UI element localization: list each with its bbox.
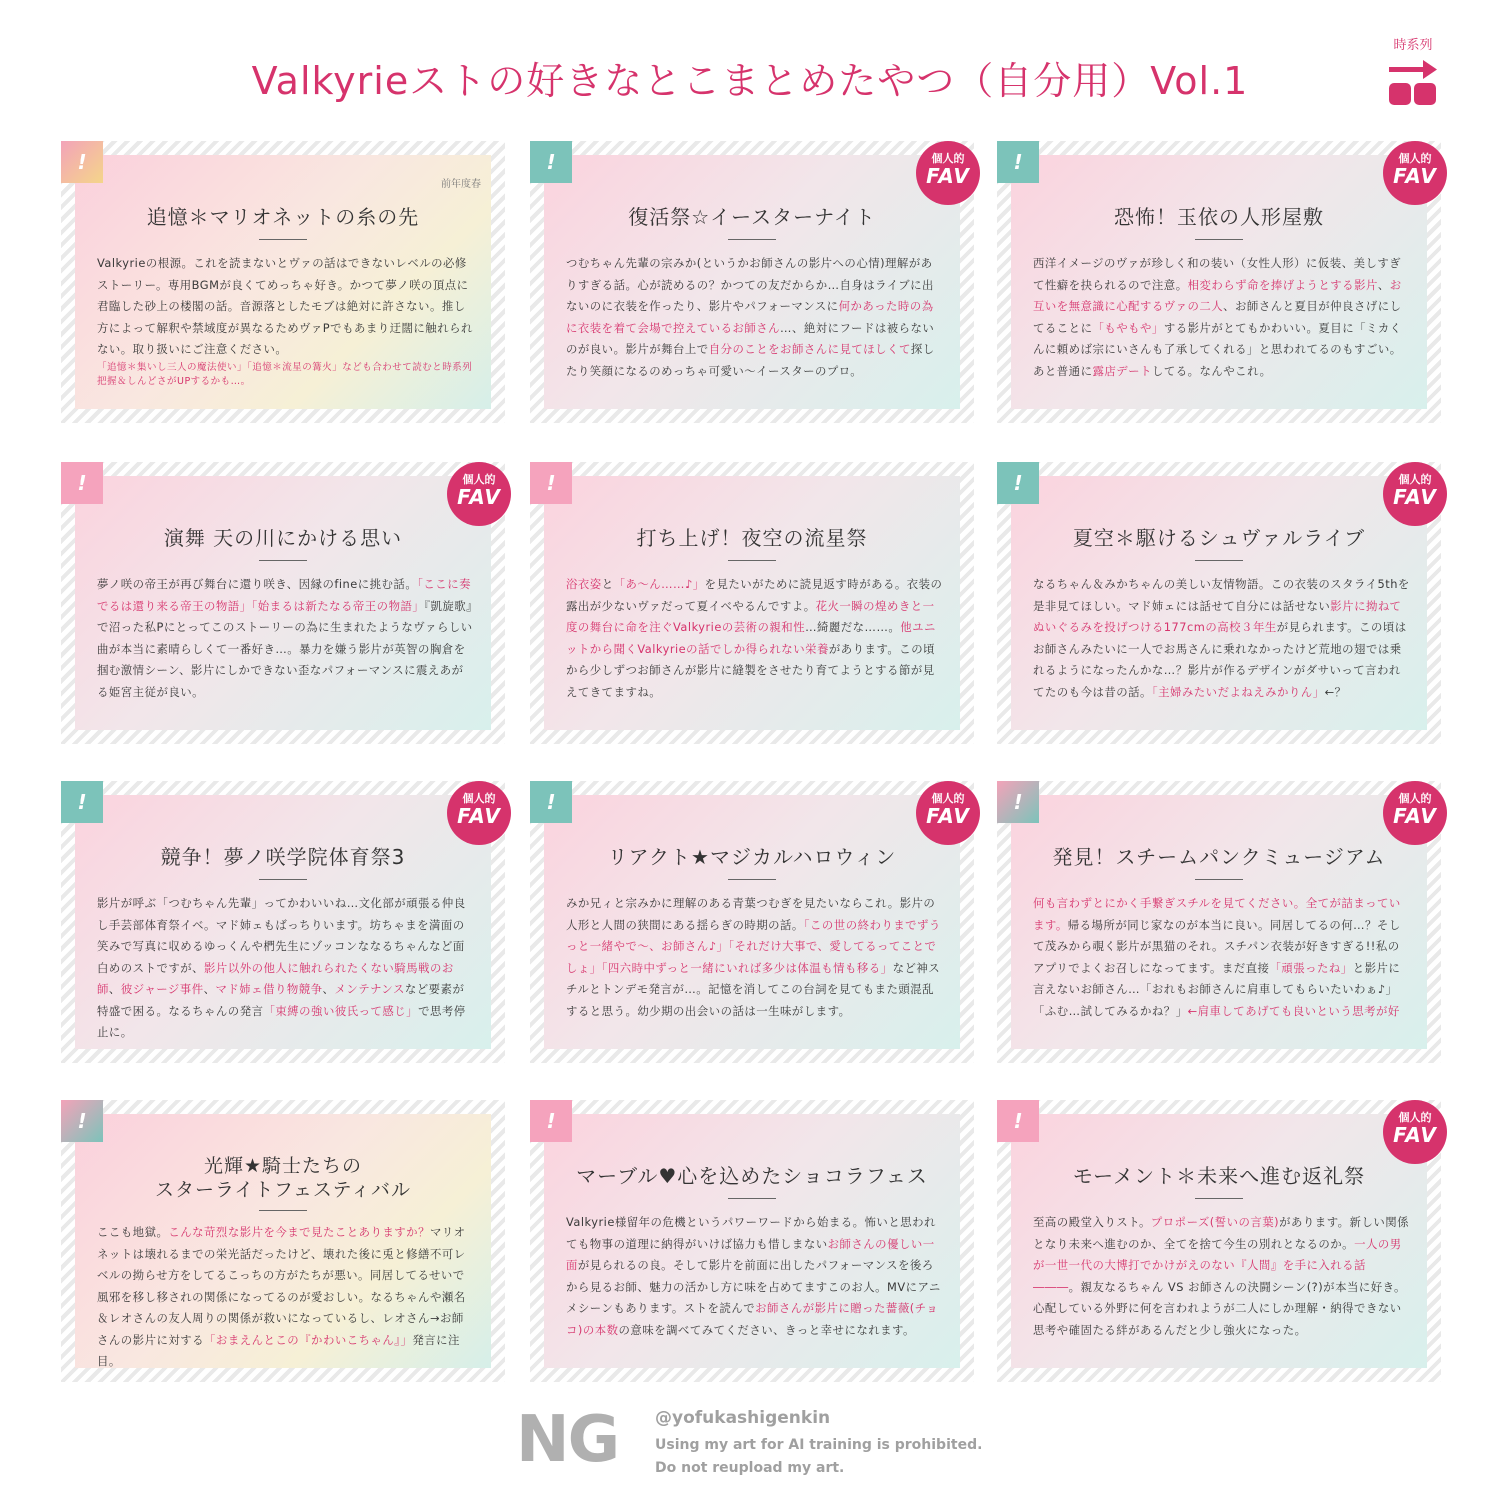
card-panel — [544, 155, 960, 409]
card-text — [97, 893, 475, 1044]
body-text: 西洋イメージのヴァが珍しく和の装い（女性人形）に仮装、美しすぎて性癖を抉られるので注意。 — [1033, 256, 1402, 292]
exclamation-icon: ! — [530, 462, 572, 504]
card-title — [1011, 526, 1427, 550]
body-text: 、 — [108, 982, 121, 996]
body-text: 至高の殿堂入りスト。 — [1033, 1215, 1151, 1229]
card-title-line: モーメント＊未来へ進む返礼祭 — [1072, 1164, 1366, 1188]
body-text: 帰る場所が同じ家なのが本当に良い。同居してるの何…？そして茂みから覗く影片が黒猫のそれ。スチパン衣装が好きすぎる!!私のアプリでよくお召しになってます。まだ直接 — [1033, 917, 1401, 975]
story-card — [530, 141, 974, 423]
body-text: など要素が特盛で困る。なるちゃんの発言 — [97, 982, 465, 1018]
card-body — [1033, 253, 1411, 382]
card-title-line: 発見！スチームパンクミュージアム — [1052, 845, 1386, 869]
card-text — [566, 253, 944, 382]
highlight-text: 影片に拗ねてぬいぐるみを投げつける177cmの高校３年生 — [1033, 598, 1402, 634]
card-title — [544, 205, 960, 229]
card-title — [75, 1154, 491, 1202]
title-divider — [728, 1198, 776, 1199]
body-text: を見たいがために読見返す時がある。衣装の露出が少ないヴァだって夏イベやるんですよ。 — [566, 577, 943, 613]
highlight-text: メンテナンス — [334, 982, 405, 996]
highlight-text: 「束縛の強い彼氏って感じ」 — [263, 1003, 419, 1018]
card-title-line: マーブル♥心を込めたショコラフェス — [576, 1164, 928, 1188]
highlight-text: 彼ジャージ事件 — [120, 982, 204, 996]
card-body — [566, 1212, 944, 1341]
highlight-text: 「もやもや」 — [1092, 320, 1164, 335]
card-panel — [1011, 155, 1427, 409]
card-title — [544, 1164, 960, 1188]
exclamation-icon: ! — [61, 462, 103, 504]
fav-badge — [916, 141, 980, 205]
exclamation-icon: ! — [997, 1100, 1039, 1142]
body-text: マリオネットは壊れるまでの栄光話だったけど、壊れた後に兎と修繕不可レベルの拗らせ方をしてるこっちの方がたちが悪い。同居してるせいで風邪を移し移されの関係になってるのが愛おしい。なるちゃんや瀬名＆レオさんの友人周りの関係が救いになっているし、レオさん→お師さんの影片に対する — [97, 1225, 466, 1347]
body-text: みか兄ィと宗みかに理解のある青葉つむぎを見たいならこれ。影片の人形と人間の狭間にある揺らぎの時期の話。 — [566, 896, 936, 932]
highlight-text: 「あ〜ん……♪」 — [613, 577, 705, 591]
title-divider — [1195, 239, 1243, 240]
title-divider — [259, 879, 307, 880]
card-text — [566, 893, 944, 1022]
highlight-text: お師さんが影片に贈った薔薇(チョコ)の本数 — [566, 1301, 939, 1337]
card-note: 「追憶＊集いし三人の魔法使い」「追憶＊流星の篝火」なども合わせて読むと時系列把握＆しんどさがUPするかも…。 — [97, 361, 473, 387]
card-body — [97, 574, 475, 703]
highlight-text: お師さんの優しい一面 — [566, 1236, 935, 1272]
body-text: と — [601, 577, 614, 591]
card-panel — [75, 795, 491, 1049]
fav-badge-sub: 個人的 — [1398, 152, 1432, 165]
card-title — [75, 845, 491, 869]
card-title-line: 恐怖！玉依の人形屋敷 — [1114, 205, 1324, 229]
reupload-notice: Do not reupload my art. — [655, 1460, 845, 1476]
card-text — [566, 574, 944, 703]
story-card — [61, 781, 505, 1063]
card-panel — [75, 476, 491, 730]
highlight-text: マド姉ェ借り物競争 — [215, 982, 323, 996]
highlight-text: 一人の男が一世一代の大博打でかけがえのない『人間』を手に入れる話――― — [1033, 1236, 1402, 1294]
fav-badge-main: FAV — [1393, 1123, 1437, 1147]
highlight-text: 「ここに奏でるは還り来る帝王の物語」「始まるは新たなる帝王の物語」 — [97, 577, 471, 613]
fav-badge — [1383, 1100, 1447, 1164]
body-text: つむちゃん先輩の宗みか(というかお師さんの影片への心情)理解がありすぎる話。心が読めるの？かつての友だからか…自身はライブに出ないのに衣装を作ったり、影片やパフォーマンスに — [566, 256, 934, 313]
title-divider — [1195, 879, 1243, 880]
fav-badge — [1383, 781, 1447, 845]
fav-badge-sub: 個人的 — [1398, 792, 1432, 805]
highlight-text: ←肩車してあげても良いという思考が好 — [1187, 1003, 1400, 1018]
exclamation-icon: ! — [997, 462, 1039, 504]
body-text: 、 — [203, 982, 216, 996]
body-text: Valkyrieの根源。これを読まないとヴァの話はできないレベルの必修ストーリー。専用BGMが良くてめっちゃ好き。かつて夢ノ咲の頂点に君臨した砂上の楼閣の話。音源落としたモブは絶対に許さない。推し方によって解釈や禁域度が異なるためヴァPでもあまり迂闊に触れられない。取り扱いにご注意ください。 — [97, 256, 473, 356]
highlight-text: 何も言わずとにかく手繋ぎスチルを見てください。全てが詰まっています。 — [1033, 896, 1401, 932]
title-divider — [259, 239, 307, 240]
fav-badge-main: FAV — [1393, 485, 1437, 509]
highlight-text: 「おまえんとこの『かわいこちゃん』」 — [204, 1332, 413, 1347]
story-card — [997, 1100, 1441, 1382]
fav-badge-main: FAV — [457, 485, 501, 509]
card-title-line: 光輝★騎士たちの — [203, 1155, 363, 1177]
title-divider — [728, 560, 776, 561]
body-text: 影片が呼ぶ「つむちゃん先輩」ってかわいいね…文化部が頑張る仲良し手芸部体育祭イベ。マド姉ェもばっちりいます。坊ちゃまを満面の笑みで写真に収めるゆっくんや椚先生にゾッコンななるちゃんなど面白めのストですが、 — [97, 896, 466, 975]
highlight-text: 「この世の終わりまでずうっと一緒やで〜、お師さん♪」「それだけ大事で、愛してるってことでしょ」「四六時中ずっと一緒にいれば多少は体温も情も移る」 — [566, 917, 941, 975]
card-body — [1033, 893, 1411, 1022]
fav-badge-sub: 個人的 — [1398, 1111, 1432, 1124]
exclamation-icon: ! — [61, 1100, 103, 1142]
card-text — [1033, 574, 1411, 703]
card-panel — [544, 1114, 960, 1368]
card-text — [1033, 253, 1411, 382]
body-text: で思考停止に。 — [97, 1003, 466, 1039]
highlight-text: 露店デート — [1092, 363, 1152, 378]
title-divider — [728, 879, 776, 880]
highlight-text: 自分のことをお師さんに見てほしくて — [708, 342, 911, 356]
card-panel — [75, 155, 491, 409]
highlight-text: 「主婦みたいだよねえみかりん」 — [1151, 684, 1325, 699]
title-divider — [1195, 1198, 1243, 1199]
body-text: …、絶対にフードは被らないのが良い。影片が舞台上で — [566, 320, 935, 356]
body-text: してる。なんやこれ。 — [1151, 363, 1272, 378]
fav-badge-main: FAV — [1393, 164, 1437, 188]
body-text: など神スチルとトンデモ発言が…。記憶を消してこの台詞を見てもまた頭混乱すると思う。幼少期の出会いの話は一生味がします。 — [566, 960, 941, 1018]
body-text: 、お師さんと夏目が仲良さげにしてることに — [1033, 299, 1402, 335]
exclamation-icon: ! — [61, 141, 103, 183]
body-text: の意味を調べてみてください、きっと幸せになれます。 — [618, 1322, 915, 1337]
body-text: 、 — [322, 982, 335, 996]
body-text: が見られるの良。そして影片を前面に出したパフォーマンスを後ろから見るお師、魅力の活かし方に味を占めてますこのお人。MVにアニメシーンもあります。ストを読んで — [566, 1258, 941, 1315]
card-title — [544, 526, 960, 550]
highlight-text: 影片以外の他人に触れられたくない騎馬戦のお師 — [97, 960, 454, 996]
card-title — [75, 205, 491, 229]
body-text: があります。新しい関係となり未来へ進むのか、全てを捨て今生の別れとなるのか。 — [1033, 1215, 1410, 1251]
body-text: があります。この頃から少しずつお師さんが影片に縫製をさせたり育てようとする節が見えてきてますね。 — [566, 641, 935, 699]
card-panel — [544, 795, 960, 1049]
body-text: 『凱旋歌』で沼った私Pにとってこのストーリーの為に生まれたようなヴァらしい曲が本当に素晴らしくて一番好き…。暴力を嫌う影片が英智の胸倉を掴む激情シーン、影片にしかできない歪なパフォーマンスに震えあがる姫宮主従が良い。 — [97, 598, 473, 699]
card-body — [1033, 1212, 1411, 1341]
card-title — [75, 526, 491, 550]
card-title-line: 競争！夢ノ咲学院体育祭3 — [160, 845, 406, 869]
card-body — [566, 253, 944, 382]
ai-training-notice: Using my art for AI training is prohibited. — [655, 1437, 983, 1453]
fav-badge — [1383, 141, 1447, 205]
body-text: …綺麗だな……。 — [805, 620, 901, 634]
body-text: 。親友なるちゃん VS お師さんの決闘シーン(?)が本当に好き。心配している外野に何を言われようが二人にしか理解・納得できない思考や確固たる絆があるんだと少し強火になった。 — [1033, 1279, 1406, 1337]
card-title — [1011, 845, 1427, 869]
exclamation-icon: ! — [530, 781, 572, 823]
card-body — [1033, 574, 1411, 703]
card-text — [97, 1222, 475, 1373]
fav-badge — [916, 781, 980, 845]
story-card — [61, 141, 505, 423]
card-body — [97, 893, 475, 1044]
highlight-text: 何かあった時の為に衣装を着て会場で控えているお師さん — [566, 299, 934, 335]
title-divider — [259, 560, 307, 561]
highlight-text: 「頑張ったね」 — [1269, 960, 1353, 975]
card-body — [97, 1222, 475, 1373]
card-title-line: 演舞 天の川にかける思い — [163, 526, 403, 550]
fav-badge — [447, 462, 511, 526]
card-text — [97, 574, 475, 703]
story-card — [997, 781, 1441, 1063]
story-card — [61, 462, 505, 744]
card-text — [97, 253, 475, 361]
author-handle: @yofukashigenkin — [655, 1408, 831, 1428]
body-text: 、 — [1377, 277, 1390, 292]
story-card — [61, 1100, 505, 1382]
card-body — [566, 574, 944, 703]
story-card — [997, 462, 1441, 744]
card-panel — [1011, 795, 1427, 1049]
card-body — [97, 253, 475, 389]
card-title — [1011, 1164, 1427, 1188]
body-text: なるちゃん＆みかちゃんの美しい友情物語。この衣装のスタライ5thを是非見てほしい。マド姉ェには話せて自分には話せない — [1033, 577, 1410, 613]
exclamation-icon: ! — [997, 781, 1039, 823]
timeline-arrow-icon — [1387, 57, 1439, 109]
highlight-text: 花火一瞬の煌めきと一度の舞台に命を注ぐValkyrieの芸術の親和性 — [566, 598, 935, 634]
body-text: と影片に言えないお師さん…「おれもお師さんに肩車してもらいたいわぁ♪」「ふむ…試してみるかね？」 — [1033, 960, 1401, 1018]
fav-badge-sub: 個人的 — [1398, 473, 1432, 486]
card-panel — [1011, 476, 1427, 730]
card-panel — [544, 476, 960, 730]
exclamation-icon: ! — [530, 141, 572, 183]
body-text: が見られます。この頃はお師さんみたいに一人でお馬さんに乗れなかったけど荒地の翅では乗れるようになったんかな…？影片が作るデザインがダサいって言われてたのも今は昔の話。 — [1033, 620, 1407, 699]
card-title-line: リアクト★マジカルハロウィン — [607, 845, 897, 869]
highlight-text: お互いを無意識に心配するヴァの二人 — [1033, 277, 1402, 313]
highlight-text: プロポーズ(誓いの言葉) — [1150, 1215, 1280, 1229]
title-divider — [728, 239, 776, 240]
exclamation-icon: ! — [530, 1100, 572, 1142]
body-text: する影片がとてもかわいい。夏目に「ミカくんに頼めば宗にいさんも了承してくれる」と思われてるのもすごい。あと普通に — [1033, 320, 1402, 378]
ng-mark: NG — [516, 1403, 619, 1477]
body-text: Valkyrie様留年の危機というパワーワードから始まる。怖いと思われても物事の道理に納得がいけば協力も惜しまない — [566, 1215, 936, 1251]
body-text: 探したり笑顔になるのめっちゃ可愛い〜イースターのプロ。 — [566, 342, 935, 378]
story-card — [530, 1100, 974, 1382]
body-text: ←？ — [1324, 684, 1347, 699]
timeline-label: 時系列 — [1393, 38, 1433, 53]
body-text: 夢ノ咲の帝王が再び舞台に還り咲き、因縁のfineに挑む話。 — [97, 577, 418, 591]
card-title-line: 打ち上げ！夜空の流星祭 — [636, 526, 868, 550]
title-divider — [1195, 560, 1243, 561]
card-title-line: 復活祭☆イースターナイト — [628, 205, 876, 229]
body-text: ここも地獄。 — [97, 1225, 169, 1239]
highlight-text: 浴衣姿 — [566, 577, 602, 591]
card-panel — [75, 1114, 491, 1368]
card-title-line: スターライトフェスティバル — [154, 1179, 411, 1201]
body-text: 発言に注目。 — [97, 1332, 460, 1368]
fav-badge-sub: 個人的 — [931, 152, 965, 165]
timeline-badge — [1387, 34, 1439, 109]
fav-badge-sub: 個人的 — [462, 473, 496, 486]
fav-badge — [1383, 462, 1447, 526]
card-title — [1011, 205, 1427, 229]
page-title: Valkyrieストの好きなとこまとめたやつ（自分用）Vol.1 — [251, 59, 1249, 103]
card-title-line: 夏空＊駆けるシュヴァルライブ — [1072, 526, 1366, 550]
fav-badge-main: FAV — [457, 804, 501, 828]
story-card — [997, 141, 1441, 423]
card-title-line: 追憶＊マリオネットの糸の先 — [146, 205, 420, 229]
card-panel — [1011, 1114, 1427, 1368]
highlight-text: 相変わらず命を捧げようとする影片 — [1187, 277, 1378, 292]
exclamation-icon: ! — [997, 141, 1039, 183]
story-card — [530, 462, 974, 744]
card-body — [566, 893, 944, 1022]
fav-badge-main: FAV — [1393, 804, 1437, 828]
season-label: 前年度春 — [441, 179, 481, 190]
card-title — [544, 845, 960, 869]
fav-badge-sub: 個人的 — [462, 792, 496, 805]
title-divider — [259, 1210, 307, 1211]
card-text — [1033, 1212, 1411, 1341]
card-text — [1033, 893, 1411, 1022]
fav-badge — [447, 781, 511, 845]
exclamation-icon: ! — [61, 781, 103, 823]
highlight-text: こんな苛烈な影片を今まで見たことありますか？ — [168, 1225, 430, 1239]
fav-badge-sub: 個人的 — [931, 792, 965, 805]
fav-badge-main: FAV — [926, 164, 970, 188]
story-card — [530, 781, 974, 1063]
highlight-text: 他ユニットから聞くValkyrieの話でしか得られない栄養 — [566, 620, 936, 656]
fav-badge-main: FAV — [926, 804, 970, 828]
card-text — [566, 1212, 944, 1341]
